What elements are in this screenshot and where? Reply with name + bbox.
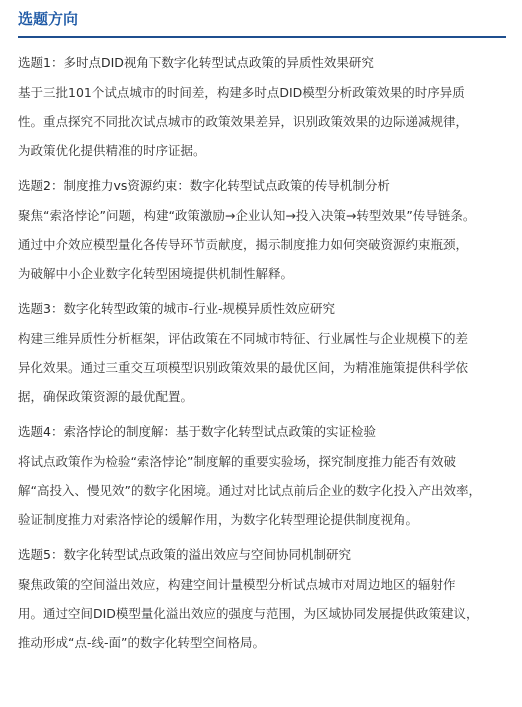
topic-body-line: 用。通过空间DID模型量化溢出效应的强度与范围，为区域协同发展提供政策建议， (18, 606, 479, 621)
topic-title: 选题3：数字化转型政策的城市-行业-规模异质性效应研究 (18, 301, 335, 316)
topic-title: 选题2：制度推力vs资源约束：数字化转型试点政策的传导机制分析 (18, 178, 390, 193)
topic-item (18, 544, 506, 657)
topic-body-line: 推动形成“点-线-面”的数字化转型空间格局。 (18, 635, 265, 650)
topic-title: 选题4：索洛悖论的制度解：基于数字化转型试点政策的实证检验 (18, 424, 376, 439)
topic-body-line: 将试点政策作为检验“索洛悖论”制度解的重要实验场，探究制度推力能否有效破 (18, 454, 456, 469)
topic-body-line: 解“高投入、慢见效”的数字化困境。通过对比试点前后企业的数字化投入产出效率， (18, 483, 481, 498)
topic-body-line: 异化效果。通过三重交互项模型识别政策效果的最优区间，为精准施策提供科学依 (18, 360, 469, 375)
topic-body-line: 构建三维异质性分析框架，评估政策在不同城市特征、行业属性与企业规模下的差 (18, 331, 469, 346)
topic-item (18, 298, 506, 411)
topic-item (18, 52, 506, 165)
topic-body-line: 聚焦“索洛悖论”问题，构建“政策激励→企业认知→投入决策→转型效果”传导链条。 (18, 208, 476, 223)
topic-body-line: 通过中介效应模型量化各传导环节贡献度，揭示制度推力如何突破资源约束瓶颈， (18, 237, 469, 252)
topic-body-line: 基于三批101个试点城市的时间差，构建多时点DID模型分析政策效果的时序异质 (18, 85, 465, 100)
topic-body (18, 570, 506, 657)
topic-body-line: 为政策优化提供精准的时序证据。 (18, 143, 206, 158)
topic-item (18, 421, 506, 534)
topic-body-line: 据，确保政策资源的最优配置。 (18, 389, 194, 404)
topic-body-line: 验证制度推力对索洛悖论的缓解作用，为数字化转型理论提供制度视角。 (18, 512, 419, 527)
topic-body (18, 324, 506, 411)
section-title: 选题方向 (18, 9, 79, 28)
topic-body-line: 聚焦政策的空间溢出效应，构建空间计量模型分析试点城市对周边地区的辐射作 (18, 577, 456, 592)
topic-body (18, 78, 506, 165)
topic-body (18, 447, 506, 534)
section-heading (18, 0, 506, 36)
topic-title: 选题5：数字化转型试点政策的溢出效应与空间协同机制研究 (18, 547, 351, 562)
topic-title: 选题1：多时点DID视角下数字化转型试点政策的异质性效果研究 (18, 55, 374, 70)
topic-body-line: 为破解中小企业数字化转型困境提供机制性解释。 (18, 266, 294, 281)
topic-item (18, 175, 506, 288)
topic-body (18, 201, 506, 288)
heading-divider (18, 36, 506, 38)
topic-body-line: 性。重点探究不同批次试点城市的政策效果差异，识别政策效果的边际递减规律， (18, 114, 469, 129)
